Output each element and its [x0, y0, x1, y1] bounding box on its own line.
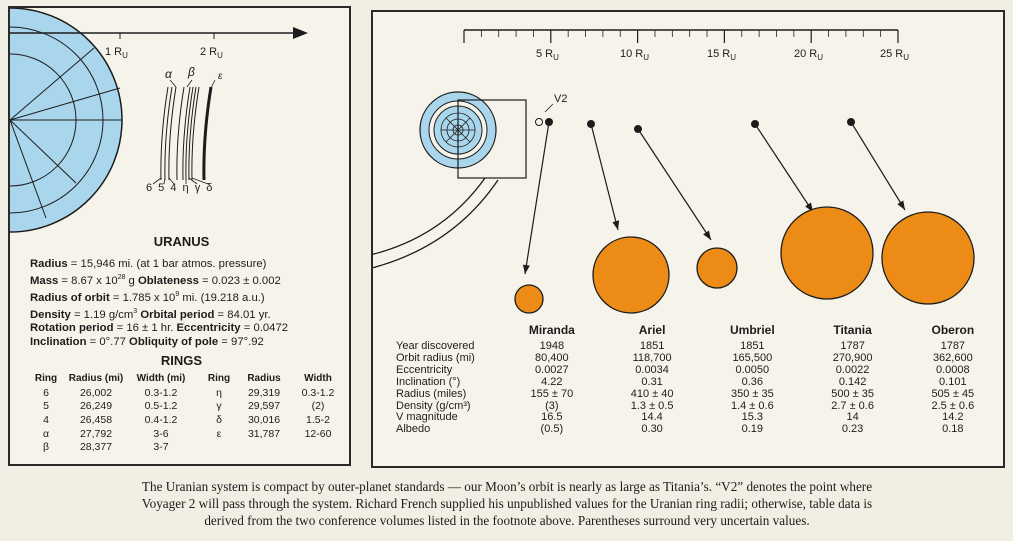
moon-name-header: Ariel — [638, 323, 666, 337]
ring-cell: 0.3-1.2 — [301, 386, 335, 399]
right-distance-axis — [464, 30, 909, 62]
miranda-arrowhead — [523, 265, 530, 274]
rings-header: Width (mi) — [136, 373, 186, 384]
titania-disk — [781, 207, 873, 299]
moon-cell: 14 — [846, 411, 859, 424]
moon-cell: 4.22 — [541, 375, 563, 388]
zoom-arrow — [373, 178, 498, 274]
moon-cell: 15.3 — [741, 411, 764, 424]
property-line — [30, 271, 288, 288]
moon-table-row — [396, 377, 1003, 389]
ring-labels-bottom: 6 5 4 η γ δ — [146, 182, 214, 194]
right-tick-label: 10 $R_U$ — [620, 48, 650, 62]
caption-line: Voyager 2 will pass through the system. Richard French supplied his unpublished values for the Uranian ring radii; otherwise, table data is — [141, 496, 873, 511]
ring-cell: 12-60 — [304, 427, 332, 440]
property-value: = 16 ± 1 hr. — [113, 322, 174, 335]
uranus-rings-panel — [8, 6, 351, 466]
ring-row — [202, 386, 344, 400]
property-value: = 84.01 yr. — [214, 308, 271, 321]
rings-header: Radius (mi) — [68, 373, 124, 384]
moon-row-label: V magnitude — [396, 411, 458, 424]
property-key: Inclination — [30, 336, 87, 349]
ring-cell: 26,249 — [79, 400, 113, 413]
moon-table-row — [396, 353, 1003, 365]
moon-table-row — [396, 341, 1003, 353]
ariel-arrowhead — [612, 220, 619, 230]
moon-cell: 0.36 — [741, 375, 764, 388]
ring-row — [202, 413, 344, 427]
moon-cell: 2.7 ± 0.6 — [831, 399, 874, 412]
moon-table-row — [396, 389, 1003, 401]
property-key: Oblateness — [137, 274, 199, 287]
ring-cell: 30,016 — [247, 413, 281, 426]
ring-row — [30, 440, 192, 454]
moon-table-row — [396, 424, 1003, 436]
ring-row — [202, 400, 344, 414]
ring-row — [202, 427, 344, 441]
property-line — [30, 335, 288, 349]
umbriel-arrowhead — [703, 231, 711, 240]
moon-cell: 0.19 — [741, 423, 764, 436]
moon-cell: 0.0008 — [935, 363, 970, 376]
property-key: Radius of orbit — [30, 291, 110, 304]
right-tick-label: 20 $R_U$ — [794, 48, 824, 62]
property-key: Density — [30, 308, 71, 321]
property-value: mi. (19.218 a.u.) — [179, 291, 265, 304]
moon-cell: 505 ± 45 — [931, 387, 975, 400]
oberon-disk — [882, 212, 974, 304]
oberon-arrowhead — [897, 200, 905, 210]
ring-cell: 1.5-2 — [306, 413, 330, 426]
moon-cell: 14.4 — [641, 411, 663, 424]
ring-cell: 29,597 — [247, 400, 281, 413]
ariel-disk — [593, 237, 669, 313]
moon-cell: 1851 — [740, 340, 765, 352]
moon-cell: 0.101 — [939, 375, 967, 388]
property-exponent: 3 — [133, 307, 138, 315]
property-key: Orbital period — [140, 308, 215, 321]
moon-cell: 16.5 — [541, 411, 563, 424]
moon-cell: 14.2 — [942, 411, 964, 424]
moon-cell: 0.23 — [841, 423, 864, 436]
moon-cell: 500 ± 35 — [831, 387, 874, 400]
property-value: = 0.0472 — [240, 322, 289, 335]
moon-cell: 270,900 — [832, 351, 873, 364]
moon-cell: 0.0027 — [535, 363, 569, 376]
moon-row-label: Density (g/cm³) — [396, 399, 471, 412]
caption-line: derived from the two conference volumes listed in the footnote above. Parentheses surround very uncertain values. — [204, 513, 810, 528]
moon-table-row — [396, 365, 1003, 377]
rings-header: Width — [304, 373, 332, 384]
moon-cell: 350 ± 35 — [730, 387, 774, 400]
moon-name-header: Titania — [833, 323, 872, 337]
moon-cell: 1787 — [940, 340, 966, 352]
umbriel-disk — [697, 248, 737, 288]
moon-cell: 155 ± 70 — [530, 387, 574, 400]
moon-cell: 0.142 — [838, 375, 867, 388]
ring-cell: 26,458 — [79, 413, 113, 426]
moon-cell: 0.0034 — [635, 363, 669, 376]
ring-row — [30, 427, 192, 441]
ring-cell: 3-7 — [153, 441, 169, 454]
uranus-properties — [30, 257, 288, 349]
moon-cell: 1948 — [539, 340, 565, 352]
ring-cell: 29,319 — [247, 386, 281, 399]
ring-label-alpha: α — [165, 67, 172, 81]
right-tick-label: 15 $R_U$ — [707, 48, 737, 62]
property-value: g — [125, 274, 135, 287]
property-value: = 1.19 g/cm — [70, 308, 134, 321]
ring-row — [30, 386, 192, 400]
property-value: = 8.67 x 10 — [58, 274, 118, 287]
moons-panel — [371, 10, 1005, 468]
ring-cell: 4 — [43, 413, 49, 426]
rings-header: Radius — [247, 373, 281, 384]
umbriel-pointer-line — [638, 129, 711, 240]
moon-cell: (0.5) — [540, 423, 564, 436]
ring-row — [30, 400, 192, 414]
ring-cell: α — [42, 427, 50, 440]
ring-cell: 0.3-1.2 — [144, 386, 178, 399]
rings-table-left — [30, 373, 192, 454]
miranda-disk — [515, 285, 543, 313]
ring-label-epsilon: ε — [218, 71, 223, 82]
moon-cell: 165,500 — [732, 351, 773, 364]
ring-cell: η — [216, 386, 222, 399]
moon-cell: 0.30 — [641, 423, 663, 436]
ring-cell: δ — [216, 413, 222, 426]
moon-cell: 2.5 ± 0.6 — [931, 399, 975, 412]
property-line — [30, 288, 288, 305]
ring-cell: 27,792 — [79, 427, 113, 440]
moon-name-header: Oberon — [931, 323, 975, 337]
moon-cell: 410 ± 40 — [630, 387, 674, 400]
moon-row-label: Inclination (°) — [396, 375, 461, 388]
ring-cell: 3-6 — [153, 427, 169, 440]
left-tick-label: 1 $R_U$ — [105, 46, 128, 60]
property-key: Eccentricity — [176, 322, 241, 335]
ring-cell: 0.5-1.2 — [144, 400, 178, 413]
moon-name-header: Miranda — [528, 323, 575, 337]
property-key: Rotation period — [30, 322, 114, 335]
property-value: = 0.023 ± 0.002 — [198, 274, 281, 287]
ring-cell: (2) — [311, 400, 325, 413]
uranus-title: URANUS — [153, 234, 210, 249]
v2-label: V2 — [554, 93, 568, 105]
ring-label-beta: β — [188, 65, 195, 79]
property-key: Obliquity of pole — [129, 336, 219, 349]
moon-cell: 80,400 — [535, 351, 569, 364]
miranda-pointer-line — [525, 122, 549, 274]
moon-layer — [515, 118, 974, 313]
ring-cell: ε — [216, 427, 222, 440]
ring-arcs — [153, 80, 215, 184]
property-exponent: 28 — [117, 274, 126, 281]
right-tick-label: 25 $R_U$ — [880, 48, 910, 62]
titania-pointer-line — [755, 124, 813, 212]
rings-table-right — [202, 373, 344, 440]
property-line — [30, 321, 288, 335]
moon-cell: 362,600 — [932, 351, 973, 364]
property-key: Mass — [30, 274, 59, 287]
moon-cell: 0.18 — [942, 423, 964, 436]
property-exponent: 9 — [175, 290, 180, 298]
ring-cell: 0.4-1.2 — [144, 413, 178, 426]
moon-cell: (3) — [545, 399, 559, 412]
property-value: = 15,946 mi. (at 1 bar atmos. pressure) — [67, 258, 267, 270]
ariel-pointer-line — [591, 124, 618, 230]
ring-cell: 31,787 — [247, 427, 281, 440]
moon-cell: 1.3 ± 0.5 — [630, 399, 674, 412]
figure-caption — [12, 478, 1002, 529]
property-line — [30, 257, 288, 271]
moon-name-header: Umbriel — [729, 323, 775, 337]
moon-cell: 1.4 ± 0.6 — [730, 399, 774, 412]
ring-cell: β — [42, 441, 50, 454]
moon-cell: 0.0050 — [735, 363, 770, 376]
rings-title: RINGS — [160, 353, 203, 368]
property-value: = 97°.92 — [218, 336, 264, 349]
rings-header: Ring — [34, 373, 58, 384]
ring-cell: γ — [216, 400, 222, 413]
moon-cell: 0.31 — [641, 375, 663, 388]
ring-cell: 26,002 — [79, 386, 113, 399]
moon-row-label: Year discovered — [396, 340, 475, 352]
ring-cell: 5 — [43, 400, 49, 413]
moon-row-label: Orbit radius (mi) — [396, 351, 475, 364]
property-value: = 1.785 x 10 — [109, 291, 176, 304]
property-value: = 0°.77 — [86, 336, 126, 349]
uranus-planet-section — [10, 8, 122, 232]
moon-row-label: Radius (miles) — [396, 387, 467, 400]
caption-line: The Uranian system is compact by outer-planet standards — our Moon’s orbit is nearly as large as Titania’s. “V2” denotes the point where — [141, 479, 873, 494]
ring-cell: 28,377 — [79, 441, 113, 454]
property-line — [30, 305, 288, 322]
left-tick-label: 2 $R_U$ — [200, 46, 223, 60]
oberon-pointer-line — [851, 122, 905, 210]
rings-header: Ring — [207, 373, 231, 384]
moon-cell: 1787 — [840, 340, 865, 352]
moon-table-row — [396, 412, 1003, 424]
ring-cell: 6 — [43, 386, 49, 399]
ring-row — [30, 413, 192, 427]
moon-row-label: Eccentricity — [396, 363, 453, 376]
moon-table-row — [396, 401, 1003, 413]
moon-cell: 0.0022 — [835, 363, 870, 376]
moon-row-label: Albedo — [396, 423, 431, 436]
moons-table — [396, 322, 1003, 436]
property-key: Radius — [30, 258, 68, 270]
right-tick-label: 5 $R_U$ — [536, 48, 559, 62]
moons-table-corner — [396, 322, 502, 341]
moon-cell: 1851 — [639, 340, 665, 352]
moon-cell: 118,700 — [632, 351, 672, 364]
